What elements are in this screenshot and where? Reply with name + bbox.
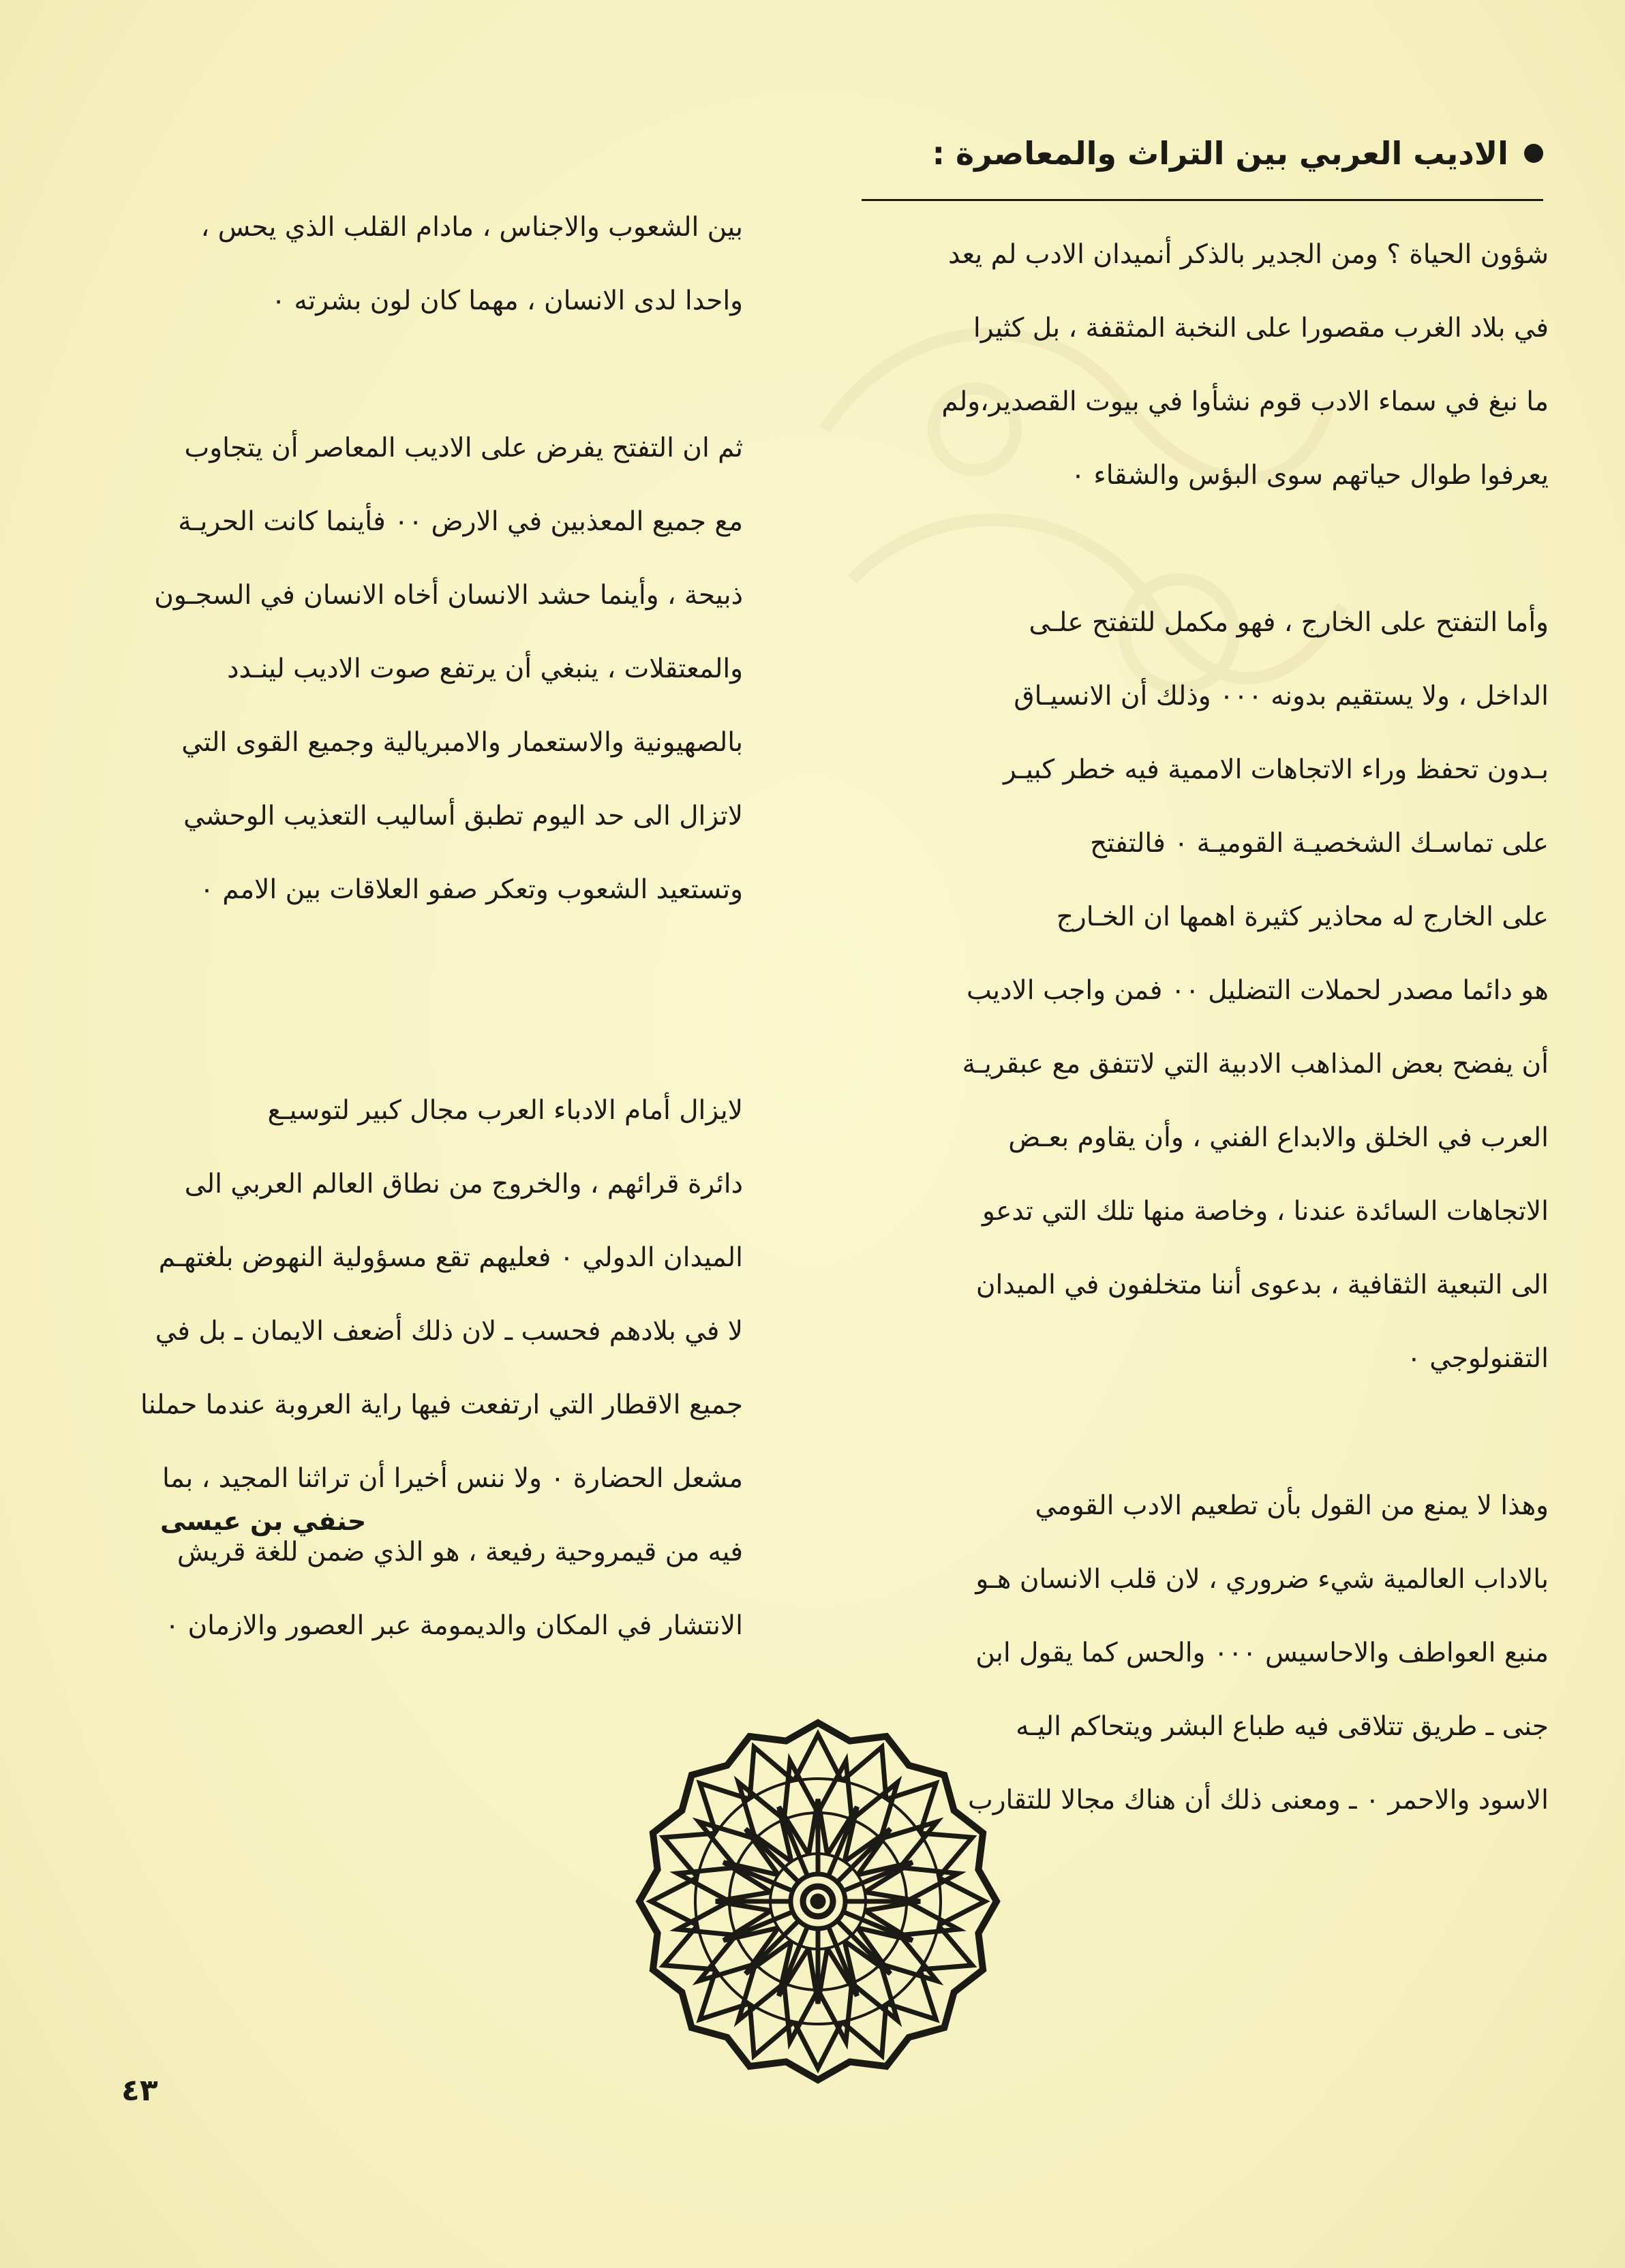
- author-signature: حنفي بن عيسى: [160, 1506, 367, 1536]
- paragraph-gap: [867, 512, 1549, 586]
- text-line: دائرة قرائهم ، والخروج من نطاق العالم العربي الى: [184, 1169, 743, 1199]
- paragraph-gap: [61, 927, 743, 1074]
- text-line: أن يفضح بعض المذاهب الادبية التي لاتتفق مع عبقريـة: [962, 1049, 1549, 1079]
- text-line: هو دائما مصدر لحملات التضليل ٠٠ فمن واجب الاديب: [967, 975, 1549, 1006]
- text-line: بالاداب العالمية شيء ضروري ، لان قلب الانسان هـو: [975, 1564, 1549, 1595]
- text-line: والمعتقلات ، ينبغي أن يرتفع صوت الاديب لينـدد: [227, 654, 743, 684]
- text-line: وأما التفتح على الخارج ، فهو مكمل للتفتح علـى: [1029, 607, 1549, 638]
- text-line: على الخارج له محاذير كثيرة اهمها ان الخـارج: [1056, 902, 1549, 932]
- text-line: بالصهيونية والاستعمار والامبريالية وجميع القوى التي: [181, 727, 743, 758]
- text-line: واحدا لدى الانسان ، مهما كان لون بشرته ٠: [271, 286, 743, 316]
- paragraph-gap: [61, 338, 743, 412]
- text-line: بـدون تحفظ وراء الاتجاهات الاممية فيه خطر كبيـر: [1003, 754, 1549, 785]
- text-line: التقنولوجي ٠: [1406, 1343, 1549, 1374]
- page-number: ٤٣: [121, 2073, 158, 2108]
- text-line: بين الشعوب والاجناس ، مادام القلب الذي يحس ،: [200, 212, 743, 243]
- text-line: العرب في الخلق والابداع الفني ، وأن يقاوم بعـض: [1008, 1122, 1549, 1153]
- text-line: ثم ان التفتح يفرض على الاديب المعاصر أن يتجاوب: [184, 433, 743, 463]
- text-line: الاسود والاحمر ٠ ـ ومعنى ذلك أن هناك مجالا للتقارب: [968, 1785, 1549, 1815]
- text-line: شؤون الحياة ؟ ومن الجدير بالذكر أنميدان الادب لم يعد: [948, 239, 1549, 270]
- text-line: يعرفوا طوال حياتهم سوى البؤس والشقاء ٠: [1071, 460, 1549, 491]
- text-line: الانتشار في المكان والديمومة عبر العصور والازمان ٠: [165, 1610, 743, 1641]
- bullet-icon: [1524, 144, 1543, 163]
- text-line: مع جميع المعذبين في الارض ٠٠ فأينما كانت الحريـة: [178, 506, 743, 537]
- text-line: ما نبغ في سماء الادب قوم نشأوا في بيوت القصدير،ولم: [941, 386, 1549, 417]
- header-divider: [862, 199, 1543, 201]
- text-line: فيه من قيمروحية رفيعة ، هو الذي ضمن للغة قريش: [177, 1537, 743, 1567]
- right-column: [867, 218, 1549, 1837]
- paragraph-gap: [867, 1396, 1549, 1469]
- text-line: وتستعيد الشعوب وتعكر صفو العلاقات بين الامم ٠: [199, 874, 743, 905]
- text-line: لاتزال الى حد اليوم تطبق أساليب التعذيب الوحشي: [183, 801, 743, 831]
- left-column: [61, 191, 743, 1663]
- text-line: الى التبعية الثقافية ، بدعوى أننا متخلفون في الميدان: [975, 1270, 1549, 1300]
- text-line: جنى ـ طريق تتلاقى فيه طباع البشر ويتحاكم اليـه: [1016, 1711, 1549, 1742]
- article-title: الاديب العربي بين التراث والمعاصرة :: [932, 135, 1508, 172]
- text-line: لا في بلادهم فحسب ـ لان ذلك أضعف الايمان ـ بل في: [155, 1316, 743, 1347]
- text-line: الداخل ، ولا يستقيم بدونه ٠٠٠ وذلك أن الانسيـاق: [1014, 681, 1549, 711]
- text-line: منبع العواطف والاحاسيس ٠٠٠ والحس كما يقول ابن: [975, 1638, 1549, 1668]
- text-line: مشعل الحضارة ٠ ولا ننس أخيرا أن تراثنا المجيد ، بما: [162, 1463, 743, 1494]
- text-line: ذبيحة ، وأينما حشد الانسان أخاه الانسان في السجـون: [154, 580, 743, 611]
- text-line: جميع الاقطار التي ارتفعت فيها راية العروبة عندما حملنا: [140, 1390, 743, 1420]
- text-line: الميدان الدولي ٠ فعليهم تقع مسؤولية النهوض بلغتهـم: [158, 1242, 743, 1273]
- geometric-rosette-icon: [627, 1711, 1009, 2092]
- text-line: في بلاد الغرب مقصورا على النخبة المثقفة ، بل كثيرا: [973, 313, 1549, 343]
- text-line: وهذا لا يمنع من القول بأن تطعيم الادب القومي: [1035, 1490, 1549, 1521]
- text-line: الاتجاهات السائدة عندنا ، وخاصة منها تلك التي تدعو: [982, 1196, 1549, 1227]
- text-line: لايزال أمام الادباء العرب مجال كبير لتوسيـع: [267, 1095, 743, 1126]
- text-line: على تماسـك الشخصيـة القوميـة ٠ فالتفتح: [1090, 828, 1549, 859]
- article-header: [793, 135, 1543, 172]
